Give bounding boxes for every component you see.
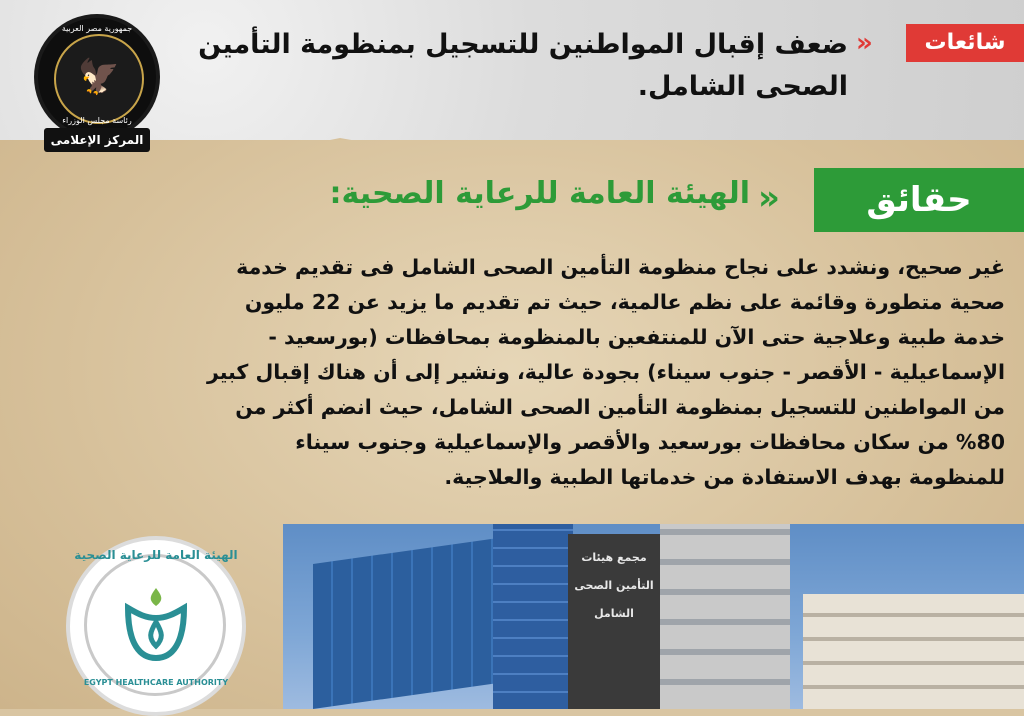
facts-title: الهيئة العامة للرعاية الصحية:	[329, 176, 750, 211]
glass-tower	[493, 524, 573, 709]
tulip-drop-icon	[120, 584, 192, 662]
logo-top-text: جمهورية مصر العربية	[61, 24, 133, 33]
logo-emblem	[54, 34, 144, 124]
rumor-arrows-icon: »	[856, 28, 873, 58]
rumor-tag: شائعات	[906, 24, 1024, 62]
authority-english-name: EGYPT HEALTHCARE AUTHORITY	[83, 678, 229, 687]
facts-arrows-icon: »	[758, 178, 780, 218]
facts-tag: حقائق	[814, 168, 1024, 232]
side-building	[660, 524, 790, 709]
building-photo	[283, 524, 1024, 709]
authority-arabic-name: الهيئة العامة للرعاية الصحية	[74, 548, 238, 562]
logo-ribbon: المركز الإعلامى	[44, 128, 150, 152]
building-sign-text: مجمع هيئات التأمين الصحى الشامل	[574, 551, 654, 620]
facts-body: غير صحيح، ونشدد على نجاح منظومة التأمين الصحى الشامل فى تقديم خدمة صحية متطورة وقائمة على نظم عالمية، حيث تم تقديم ما يزيد عن 22 مليون خدمة طبية وعلاجية حتى الآن للمنتفعين بالمنظومة بمحافظات (بورسعيد - الإسماعيلية - الأقصر - جنوب سيناء) بجودة عالية، ونشير إلى أن هناك إقبال كبير من المواطنين للتسجيل بمنظومة التأمين الصحى الشامل، حيث انضم أكثر من 80% من سكان محافظات بورسعيد والأقصر والإسماعيلية وجنوب سيناء للمنظومة بهدف الاستفادة من خدماتها الطبية والعلاجية.	[206, 255, 1005, 489]
cabinet-media-center-logo	[38, 18, 156, 147]
rumor-text: ضعف إقبال المواطنين للتسجيل بمنظومة التأمين الصحى الشامل.	[198, 29, 848, 102]
apartment-building	[803, 594, 1024, 709]
logo-middle-text: رئاسة مجلس الوزراء	[62, 116, 132, 125]
eagle-icon: 🦅	[77, 57, 121, 98]
healthcare-authority-logo	[66, 536, 246, 716]
building-sign	[568, 534, 660, 709]
